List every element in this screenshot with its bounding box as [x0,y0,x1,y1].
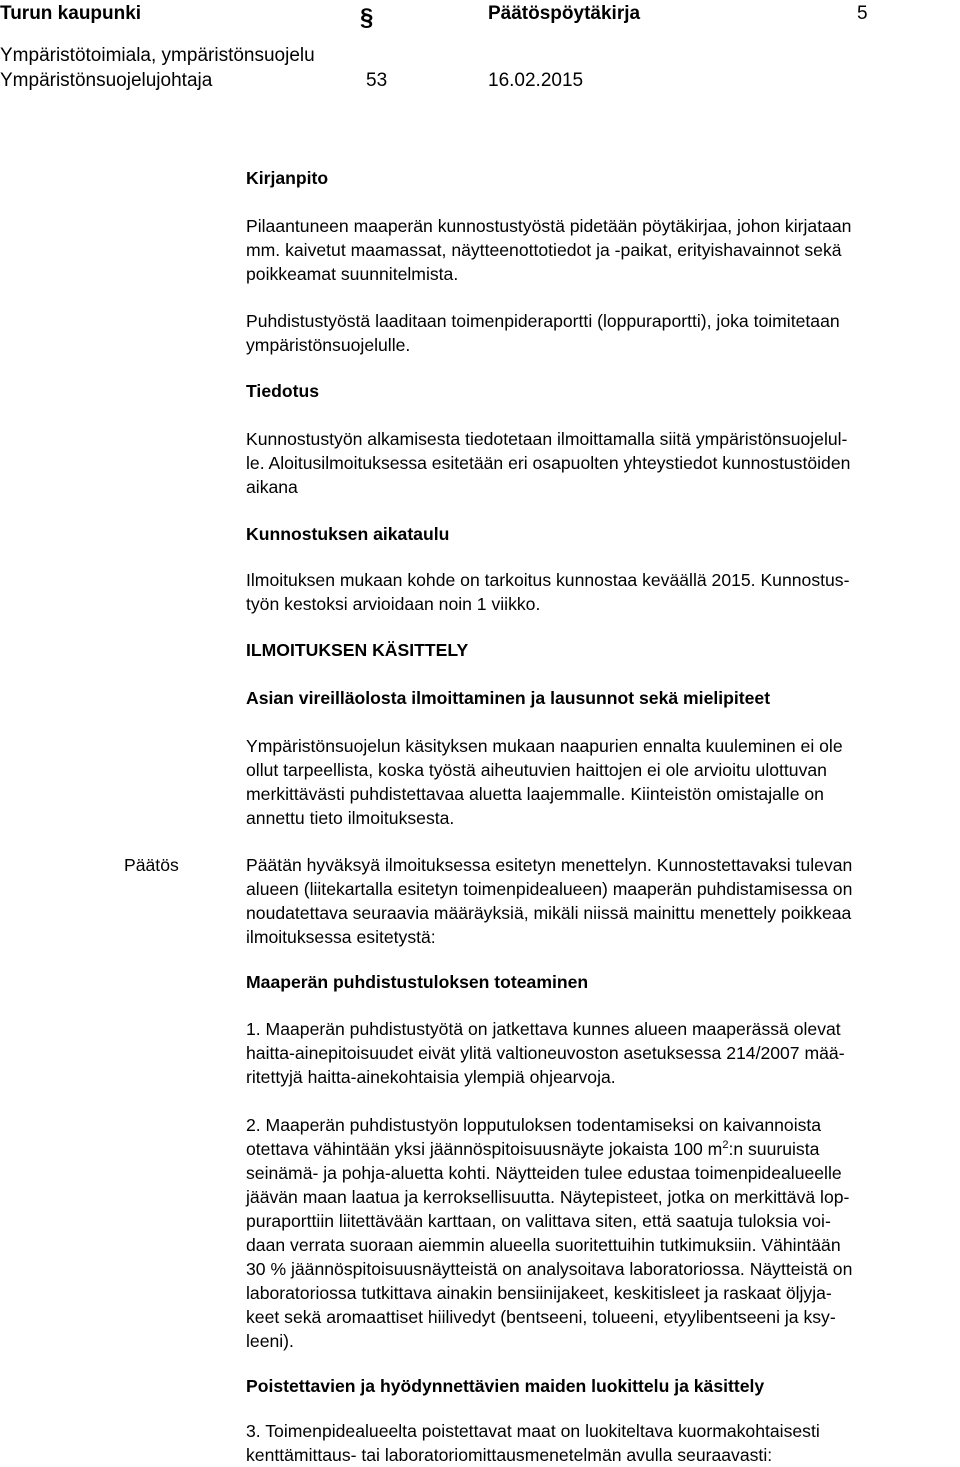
section-kasittely [246,638,956,662]
text-line: aikana [246,477,298,497]
subheading-vireillaolo: Asian vireilläolosta ilmoittaminen ja lausunnot sekä mielipiteet [246,688,771,708]
heading-kasittely: ILMOITUKSEN KÄSITTELY [246,640,469,660]
text-line: Puhdistustyöstä laaditaan toimenpideraportti (loppuraportti), joka toimitetaan [246,311,840,331]
header-doc-type: Päätöspöytäkirja [488,3,641,24]
section-sign-icon [358,3,380,29]
text-line: haitta-ainepitoisuudet eivät ylitä valtioneuvoston asetuksessa 214/2007 mää- [246,1043,845,1063]
paatos-item-3 [246,1419,956,1467]
paatos-label: Päätös [124,855,179,875]
text-line: noudatettava seuraavia määräyksiä, mikäli niissä mainittu menettely poikkeaa [246,903,852,923]
text-line: kenttämittaus- tai laboratoriomittausmenetelmän avulla seuraavasti: [246,1445,773,1465]
text-line: työn kestoksi arvioidaan noin 1 viikko. [246,594,541,614]
text-line: leeni). [246,1331,294,1351]
text-line: merkittävästi puhdistettavaa aluetta laajemmalle. Kiinteistön omistajalle on [246,784,824,804]
header-section-number: 53 [366,70,388,91]
paatos-item-1 [246,1017,956,1089]
text-fragment: :n suuruista [728,1139,820,1159]
text-line: Pilaantuneen maaperän kunnostustyöstä pidetään pöytäkirjaa, johon kirjataan [246,216,852,236]
text-line: ympäristönsuojelulle. [246,335,411,355]
text-line: le. Aloitusilmoituksessa esitetään eri osapuolten yhteystiedot kunnostustöiden [246,453,851,473]
aikataulu-paragraph [246,568,956,616]
text-line: ollut tarpeellista, koska työstä aiheutuvien haittojen ei ole arvioitu ulottuvan [246,760,827,780]
text-line: 3. Toimenpidealueelta poistettavat maat on luokiteltava kuormakohtaisesti [246,1421,820,1441]
superscript: 2 [722,1139,729,1152]
kirjanpito-paragraph-2 [246,309,956,357]
text-line: daan verrata suoraan aiemmin alueella suoritettuihin tutkimuksiin. Vähintään [246,1235,841,1255]
text-line: Ilmoituksen mukaan kohde on tarkoitus kunnostaa keväällä 2015. Kunnostus- [246,570,850,590]
text-line: seinämä- ja pohja-aluetta kohti. Näytteiden tulee edustaa toimenpidealueelle [246,1163,842,1183]
text-line: jäävän maan laatua ja kerroksellisuutta. Näytepisteet, jotka on merkittävä lop- [246,1187,850,1207]
text-line: keet sekä aromaattiset hiilivedyt (bentseeni, tolueeni, etyylibentseeni ja ksy- [246,1307,836,1327]
subsection-puhdistustulos [246,970,956,994]
text-line: 1. Maaperän puhdistustyötä on jatkettava kunnes alueen maaperässä olevat [246,1019,841,1039]
svg-text:§: § [360,4,374,29]
header-department: Ympäristötoimiala, ympäristönsuojelu [0,45,315,66]
text-line-with-superscript [246,1137,956,1161]
tiedotus-paragraph [246,427,956,499]
text-line: Päätän hyväksyä ilmoituksessa esitetyn menettelyn. Kunnostettavaksi tulevan [246,855,853,875]
text-line: puraporttiin liitettävään karttaan, on valittava siten, että saatuja tuloksia voi- [246,1211,831,1231]
heading-tiedotus: Tiedotus [246,381,319,401]
text-line: ritettyjä haitta-ainekohtaisia ylempiä ohjearvoja. [246,1067,616,1087]
header-page-number: 5 [857,3,868,24]
text-fragment: otettava vähintään yksi jäännöspitoisuusnäyte jokaista 100 m [246,1139,723,1159]
header-date: 16.02.2015 [488,70,584,91]
text-line: poikkeamat suunnitelmista. [246,264,459,284]
text-line: 30 % jäännöspitoisuusnäytteistä on analysoitava laboratoriossa. Näytteistä on [246,1259,853,1279]
paatos-item-2 [246,1113,956,1353]
text-line: Ympäristönsuojelun käsityksen mukaan naapurien ennalta kuuleminen ei ole [246,736,843,756]
heading-kirjanpito: Kirjanpito [246,168,329,188]
text-line: 2. Maaperän puhdistustyön lopputuloksen todentamiseksi on kaivannoista [246,1115,822,1135]
section-kirjanpito [246,166,956,190]
heading-puhdistustulos: Maaperän puhdistustuloksen toteaminen [246,972,589,992]
text-line: laboratoriossa tutkittava ainakin bensiinijakeet, keskitisleet ja raskaat öljyja- [246,1283,832,1303]
header-official: Ympäristönsuojelujohtaja [0,70,213,91]
text-line: annettu tieto ilmoituksesta. [246,808,455,828]
section-aikataulu [246,522,956,546]
section-tiedotus [246,379,956,403]
text-line: Kunnostustyön alkamisesta tiedotetaan ilmoittamalla siitä ympäristönsuojelul- [246,429,848,449]
paatos-paragraph [246,853,956,949]
subsection-luokittelu [246,1374,956,1398]
kirjanpito-paragraph-1 [246,214,956,286]
heading-luokittelu: Poistettavien ja hyödynnettävien maiden luokittelu ja käsittely [246,1376,765,1396]
text-line: ilmoituksessa esitetystä: [246,927,436,947]
text-line: mm. kaivetut maamassat, näytteenottotiedot ja -paikat, erityishavainnot sekä [246,240,842,260]
text-line: alueen (liitekartalla esitetyn toimenpidealueen) maaperän puhdistamisessa on [246,879,853,899]
heading-aikataulu: Kunnostuksen aikataulu [246,524,450,544]
kasittely-paragraph [246,734,956,830]
subsection-vireillaolo [246,686,956,710]
header-city: Turun kaupunki [0,3,142,24]
